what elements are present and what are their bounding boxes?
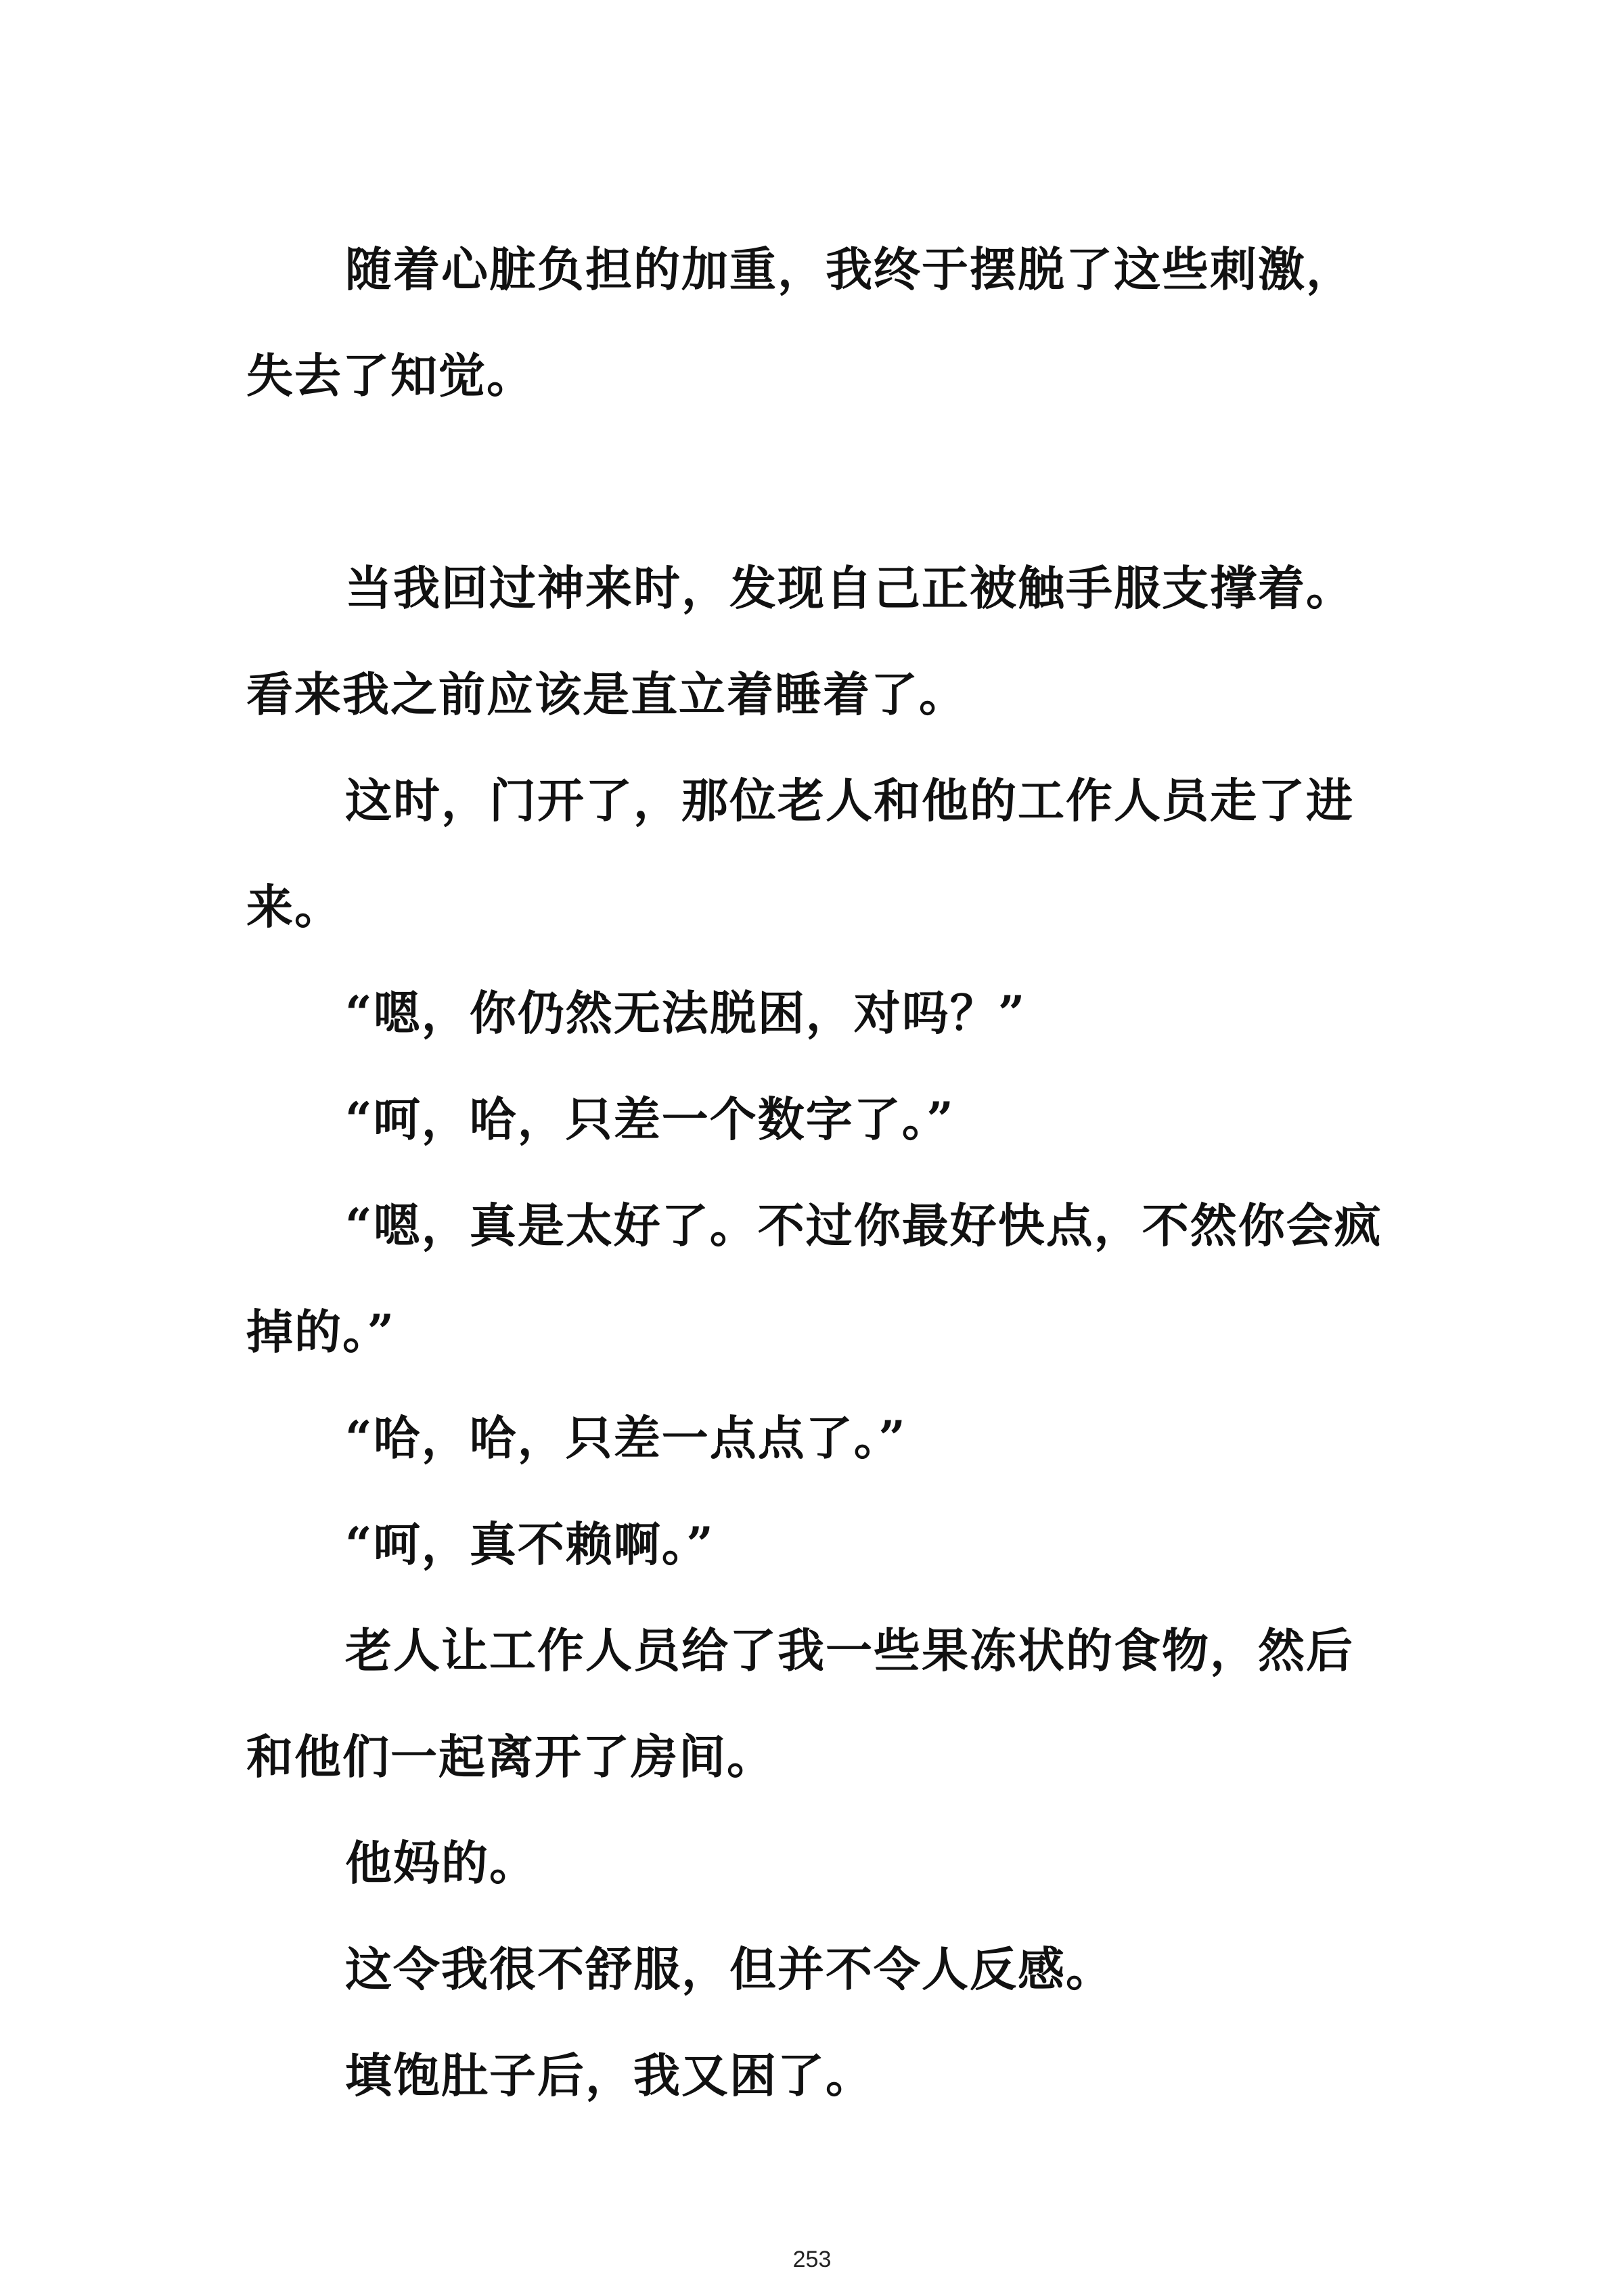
- paragraph: 填饱肚子后，我又困了。: [345, 2048, 874, 2103]
- paragraph: “呵，哈，只差一个数字了。”: [345, 1092, 955, 1147]
- paragraph: “呵，真不赖啊。”: [345, 1517, 715, 1572]
- paragraph: 他妈的。: [345, 1836, 537, 1891]
- body-text: [246, 217, 1397, 2129]
- paragraph: 随着心脏负担的加重，我终于摆脱了这些刺激，失去了知觉。: [246, 242, 1354, 403]
- paragraph: 这时，门开了，那位老人和他的工作人员走了进来。: [246, 773, 1354, 935]
- paragraph: 这令我很不舒服，但并不令人反感。: [345, 1942, 1114, 1997]
- paragraph: “嗯，你仍然无法脱困，对吗？”: [345, 986, 1027, 1041]
- paragraph: 当我回过神来时，发现自己正被触手服支撑着。看来我之前应该是直立着睡着了。: [246, 561, 1354, 722]
- page-number: 253: [792, 2247, 832, 2272]
- paragraph: 老人让工作人员给了我一些果冻状的食物，然后和他们一起离开了房间。: [246, 1623, 1354, 1784]
- paragraph-spacer: [246, 429, 1397, 535]
- paragraph: “哈，哈，只差一点点了。”: [345, 1411, 907, 1466]
- paragraph: “嗯，真是太好了。不过你最好快点，不然你会疯掉的。”: [246, 1198, 1382, 1359]
